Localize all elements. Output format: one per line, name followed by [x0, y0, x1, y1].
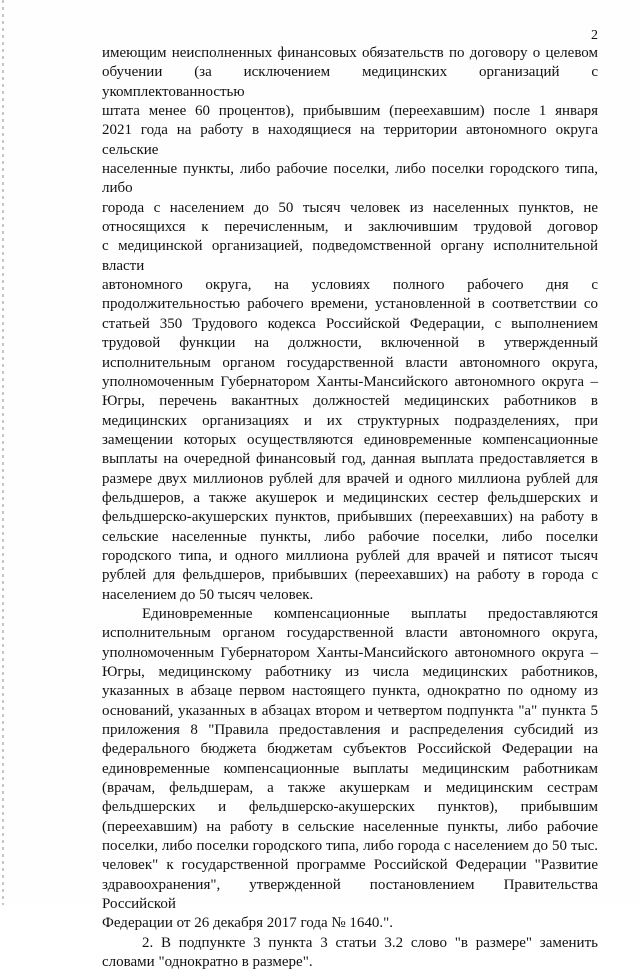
text-line: автономного округа, на условиях полного рабочего дня с [102, 277, 598, 294]
text-line: 2. В подпункте 3 пункта 3 статьи 3.2 слово "в размере" заменить [142, 934, 598, 951]
text-line: населенные пункты, либо рабочие поселки, либо поселки городского типа, либо [102, 161, 598, 197]
text-line: городского типа, и одного миллиона рублей для врачей и пятисот тысяч [102, 547, 598, 564]
paragraph-payments [102, 605, 598, 934]
text-line: уполномоченным Губернатором Ханты-Мансийского автономного округа – [102, 644, 598, 661]
text-line: продолжительностью рабочего времени, установленной в соответствии со [102, 296, 598, 313]
document-body [102, 44, 598, 973]
text-line: Единовременные компенсационные выплаты предоставляются [142, 605, 598, 622]
page-number: 2 [591, 28, 598, 43]
text-line: уполномоченным Губернатором Ханты-Мансийского автономного округа – [102, 373, 598, 390]
text-line: единовременные компенсационные выплаты медицинским работникам [102, 760, 598, 777]
text-line: Югры, медицинскому работнику из числа медицинских работников, [102, 664, 598, 680]
text-line: выплаты на очередной финансовый год, данная выплата предоставляется в [102, 451, 598, 468]
text-line: приложения 8 "Правила предоставления и распределения субсидий из [102, 722, 598, 739]
text-line: города с населением до 50 тысяч человек из населенных пунктов, не [102, 199, 598, 216]
text-line: человек" к государственной программе Российской Федерации "Развитие [102, 857, 598, 874]
paragraph-continuation [102, 44, 598, 605]
text-line: обучении (за исключением медицинских организаций с укомплектованностью [102, 64, 598, 100]
text-line: оснований, указанных в абзацах втором и четвертом подпункта "а" пункта 5 [102, 702, 598, 719]
text-line: с медицинской организацией, подведомственной органу исполнительной власти [102, 238, 598, 274]
text-line: сельские населенные пункты, либо рабочие поселки, либо поселки [102, 528, 598, 545]
text-line: исполнительным органом государственной власти автономного округа, [102, 625, 598, 642]
text-line: имеющим неисполненных финансовых обязательств по договору о целевом [102, 45, 598, 61]
text-line: относящихся к перечисленным, и заключившим трудовой договор [102, 219, 598, 236]
text-line: медицинских организациях и их структурных подразделениях, при [102, 412, 598, 429]
text-line: рублей для фельдшеров, прибывших (переехавших) на работу в города с [102, 567, 598, 584]
text-line: замещении которых осуществляются единовременные компенсационные [102, 431, 598, 448]
text-line: фельдшеров, а также акушерок и медицинских сестер фельдшерских и [102, 489, 598, 506]
text-line: Югры, перечень вакантных должностей медицинских работников в [102, 393, 598, 410]
text-line: исполнительным органом государственной власти автономного округа, [102, 354, 598, 371]
text-line: 2021 года на работу в находящиеся на территории автономного округа сельские [102, 122, 598, 158]
text-line: словами "однократно в размере". [102, 954, 313, 971]
text-line: размере двух миллионов рублей для врачей и одного миллиона рублей для [102, 470, 598, 487]
text-line: фельдшерско-акушерских пунктов, прибывших (переехавших) на работу в [102, 509, 598, 526]
paragraph-amendment-2 [102, 934, 598, 973]
text-line: (переехавшим) на работу в сельские населенные пункты, либо рабочие [102, 818, 598, 835]
text-line: трудовой функции на должности, включенной в утвержденный [102, 335, 598, 352]
text-line: федерального бюджета бюджетам субъектов Российской Федерации на [102, 741, 598, 758]
text-line: поселки, либо поселки городского типа, либо города с населением до 50 тыс. [102, 838, 598, 855]
text-line: штата менее 60 процентов), прибывшим (переехавшим) после 1 января [102, 103, 598, 120]
text-line: здравоохранения", утвержденной постановлением Правительства Российской [102, 876, 598, 913]
text-line: населением до 50 тысяч человек. [102, 586, 314, 603]
text-line: фельдшерских и фельдшерско-акушерских пунктов), прибывшим [102, 799, 598, 816]
text-line: (врачам, фельдшерам, а также акушеркам и медицинским сестрам [102, 780, 598, 797]
text-line: статьей 350 Трудового кодекса Российской Федерации, с выполнением [102, 315, 598, 332]
text-line: Федерации от 26 декабря 2017 года № 1640.". [102, 915, 394, 932]
text-line: указанных в абзаце первом настоящего пункта, однократно по одному из [102, 683, 598, 700]
scan-binding-edge [2, 0, 4, 905]
